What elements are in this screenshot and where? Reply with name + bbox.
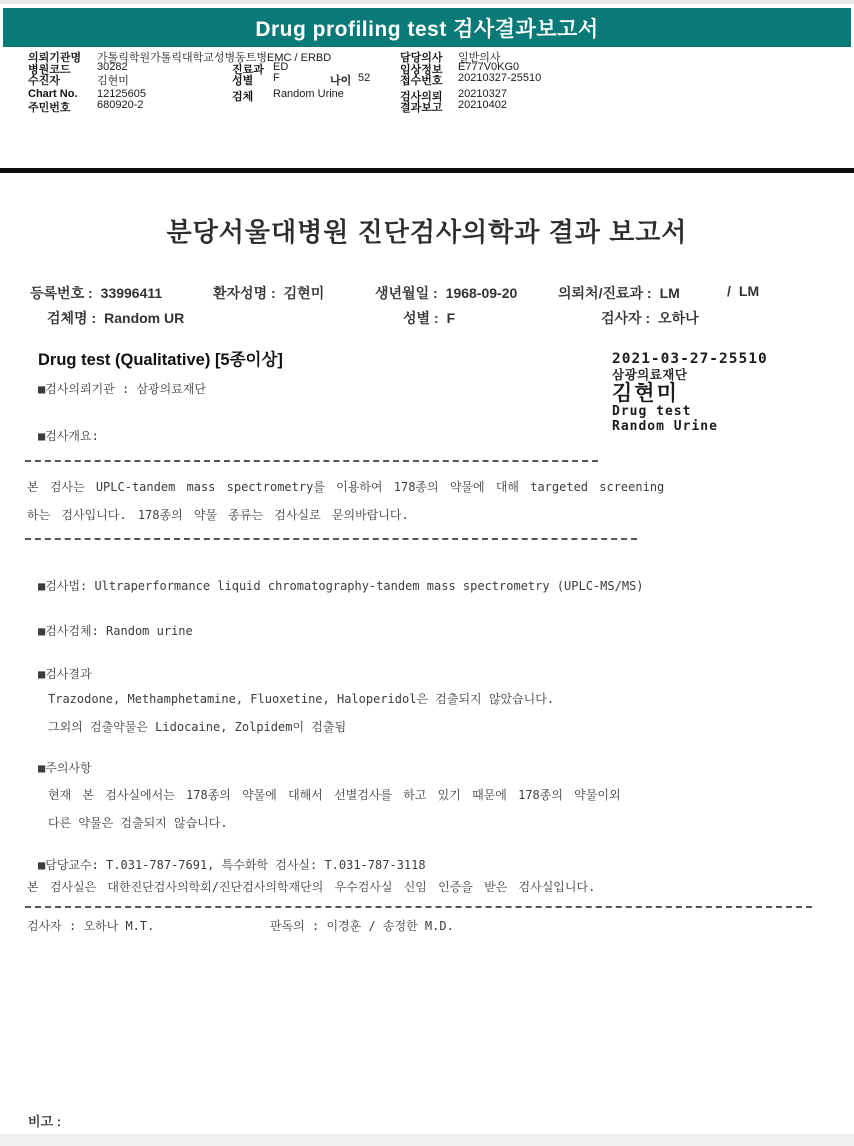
referral-dept2-field xyxy=(727,283,759,299)
stamp-patient-name: 김현미 xyxy=(612,381,679,406)
clinical-info-value: E777V0KG0 xyxy=(458,61,520,73)
test-heading: Drug test (Qualitative) [5종이상] xyxy=(38,351,283,369)
stamp-specimen: Random Urine xyxy=(612,419,718,435)
examiner-field xyxy=(601,308,699,328)
patient-name-value: 김현미 xyxy=(283,285,325,301)
specimen-type-label: 검체 xyxy=(232,91,254,103)
remarks-label: 비고 : xyxy=(28,1114,62,1129)
body-method: ■검사법: Ultraperformance liquid chromatography-tandem mass spectrometry (UPLC-MS/MS) xyxy=(38,579,644,593)
hospital-code-label: 병원코드 xyxy=(28,64,71,76)
patient-name-field xyxy=(213,283,324,303)
body-requesting-org: ■검사의뢰기관 : 삼광의료재단 xyxy=(38,382,207,396)
chart-no-label: Chart No. xyxy=(28,88,78,100)
examiner-label: 검사자 : xyxy=(601,310,651,326)
requesting-org-value: 가톨릭학원가톨릭대학교성병동트병EMC / ERBD xyxy=(97,52,332,64)
age-value: 52 xyxy=(358,72,371,84)
sex-label: 성별 xyxy=(232,75,254,87)
department-value: ED xyxy=(273,61,289,73)
bottom-strip xyxy=(0,1134,854,1146)
referral-dept2-value: LM xyxy=(738,283,760,299)
birth-date-label: 생년월일 : xyxy=(375,285,438,301)
body-result-detected: 그외의 검출약물은 Lidocaine, Zolpidem이 검출됨 xyxy=(48,720,347,734)
hospital-code-value: 30282 xyxy=(97,61,128,73)
body-caution-text-1: 현재 본 검사실에서는 178종의 약물에 대해서 선별검사를 하고 있기 때문에 178종의 약물이외 xyxy=(48,788,621,802)
specimen-stamp xyxy=(612,351,768,435)
body-specimen: ■검사검체: Random urine xyxy=(38,624,193,638)
patient-sex-label: 성별 : xyxy=(403,310,439,326)
birth-date-field xyxy=(375,283,517,303)
body-result-heading: ■검사결과 xyxy=(38,667,92,681)
report-header-bar xyxy=(3,8,851,47)
body-accreditation: 본 검사실은 대한진단검사의학회/진단검사의학재단의 우수검사실 신임 인증을 받은 검사실입니다. xyxy=(27,880,596,894)
order-date-value: 20210327 xyxy=(458,88,507,100)
specimen-name-value: Random UR xyxy=(104,310,185,326)
attending-doctor-value: 일반의사 xyxy=(458,52,501,64)
stamp-test-name: Drug test xyxy=(612,404,692,420)
resident-no-value: 680920-2 xyxy=(97,99,144,111)
referral-dept-value: LM xyxy=(659,285,680,301)
attending-doctor-label: 담당의사 xyxy=(400,52,443,64)
body-result-negative: Trazodone, Methamphetamine, Fluoxetine, Haloperidol은 검출되지 않았습니다. xyxy=(48,692,555,706)
specimen-name-label: 검체명 : xyxy=(47,310,97,326)
specimen-name-field xyxy=(47,308,184,328)
reg-no-value: 33996411 xyxy=(100,285,163,301)
report-title: 분당서울대병원 진단검사의학과 결과 보고서 xyxy=(166,217,688,247)
examiner-value: 오하나 xyxy=(658,310,699,326)
sex-value: F xyxy=(273,72,280,84)
department-label: 진료과 xyxy=(232,64,264,76)
dashed-separator-3 xyxy=(25,906,812,908)
accession-no-label: 접수번호 xyxy=(400,75,443,87)
examinee-value: 김현미 xyxy=(97,75,129,87)
dashed-separator-1 xyxy=(25,460,598,462)
top-strip xyxy=(0,0,854,4)
dept-separator: / xyxy=(727,283,731,299)
birth-date-value: 1968-09-20 xyxy=(445,285,518,301)
accession-no-value: 20210327-25510 xyxy=(458,72,542,84)
body-overview-heading: ■검사개요: xyxy=(38,429,99,443)
stamp-accession: 2021-03-27-25510 xyxy=(612,351,768,367)
result-date-label: 결과보고 xyxy=(400,102,443,114)
dashed-separator-2 xyxy=(25,538,637,540)
patient-name-label: 환자성명 : xyxy=(213,285,276,301)
footer-examiner: 검사자 : 오하나 M.T. xyxy=(27,919,155,933)
patient-sex-field xyxy=(403,308,455,328)
chart-no-value: 12125605 xyxy=(97,88,146,100)
report-header-title: Drug profiling test 검사결과보고서 xyxy=(255,17,599,41)
requesting-org-label: 의뢰기관명 xyxy=(28,52,82,64)
specimen-type-value: Random Urine xyxy=(273,88,344,100)
referral-dept-label: 의뢰처/진료과 : xyxy=(558,285,652,301)
result-date-value: 20210402 xyxy=(458,99,507,111)
body-overview-text-2: 하는 검사입니다. 178종의 약물 종류는 검사실로 문의바랍니다. xyxy=(27,508,409,522)
age-label: 나이 xyxy=(330,75,352,87)
reg-no-field xyxy=(30,283,162,303)
resident-no-label: 주민번호 xyxy=(28,102,71,114)
order-date-label: 검사의뢰 xyxy=(400,91,443,103)
section-divider xyxy=(0,168,854,173)
body-caution-heading: ■주의사항 xyxy=(38,761,92,775)
examinee-label: 수진자 xyxy=(28,75,60,87)
reg-no-label: 등록번호 : xyxy=(30,285,93,301)
body-caution-text-2: 다른 약물은 검출되지 않습니다. xyxy=(48,816,228,830)
body-overview-text-1: 본 검사는 UPLC-tandem mass spectrometry를 이용하여 178종의 약물에 대해 targeted screening xyxy=(27,480,665,494)
patient-sex-value: F xyxy=(446,310,456,326)
stamp-foundation: 삼광의료재단 xyxy=(612,366,688,382)
body-contact: ■담당교수: T.031-787-7691, 특수화학 검사실: T.031-787-3118 xyxy=(38,858,426,872)
footer-reviewer: 판독의 : 이경훈 / 송정한 M.D. xyxy=(270,919,454,933)
clinical-info-label: 임상정보 xyxy=(400,64,443,76)
referral-dept-field xyxy=(558,283,680,303)
